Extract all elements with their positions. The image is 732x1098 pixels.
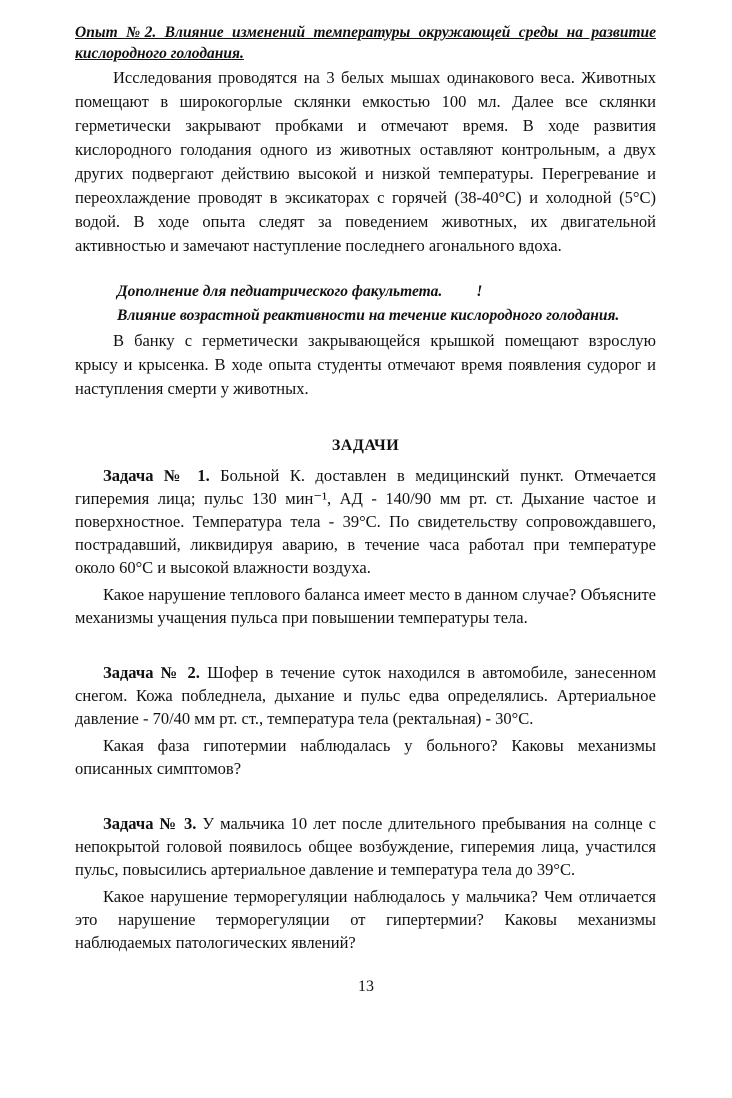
task-3-body: У мальчика 10 лет после длительного пребывания на солнце с непокрытой головой появилось общее возбуждение, гиперемия лица, участился пульс, повысились артериальное давление и температура тела до 39°С. (75, 814, 656, 879)
supplement-heading-text: Дополнение для педиатрического факультета. (117, 283, 443, 300)
task-1-question: Какое нарушение теплового баланса имеет место в данном случае? Объясните механизмы учащения пульса при повышении температуры тела. (75, 585, 656, 627)
task-1-label: Задача № 1. (103, 466, 210, 485)
experiment-body: Исследования проводятся на 3 белых мышах одинакового веса. Животных помещают в широкогорлые склянки емкостью 100 мл. Далее все склянки герметически закрывают пробками и отмечают время. В ходе развития кислородного голодания одного из животных оставляют контрольным, а двух других подвергают действию высокой и низкой температуры. Перегревание и переохлаждение проводят в эксикаторах с горячей (38-40°С) и холодной (5°С) водой. В ходе опыта следят за поведением животных, их двигательной активностью и замечают наступление последнего агонального вдоха. (75, 68, 656, 255)
experiment-title: Опыт №2. Влияние изменений температуры окружающей среды на развитие кислородного голодания. (75, 24, 656, 62)
task-3-text (75, 812, 656, 881)
task-2 (75, 661, 656, 780)
supplement-subheading: Влияние возрастной реактивности на течение кислородного голодания. (117, 307, 620, 324)
tasks-title: ЗАДАЧИ (331, 437, 400, 454)
supplement-body: В банку с герметически закрывающейся крышкой помещают взрослую крысу и крысенка. В ходе опыта студенты отмечают время появления судорог и наступления смерти у животных. (75, 331, 656, 398)
task-3-label: Задача № 3. (103, 814, 197, 833)
task-3-question: Какое нарушение терморегуляции наблюдалось у мальчика? Чем отличается это нарушение терморегуляции от гипертермии? Каковы механизмы наблюдаемых патологических явлений? (75, 887, 656, 952)
task-1 (75, 464, 656, 629)
margin-mark: ! (476, 283, 483, 300)
task-2-body: Шофер в течение суток находился в автомобиле, занесенном снегом. Кожа побледнела, дыхание и пульс едва определялись. Артериальное давление - 70/40 мм рт. ст., температура тела (ректальная) - 30°С. (75, 663, 657, 728)
task-1-text (75, 464, 656, 579)
task-3 (75, 812, 656, 954)
task-2-question: Какая фаза гипотермии наблюдалась у больного? Каковы механизмы описанных симптомов? (75, 736, 656, 778)
page-number: 13 (358, 978, 374, 995)
task-1-body: Больной К. доставлен в медицинский пункт. Отмечается гиперемия лица; пульс 130 мин⁻¹, АД - 140/90 мм рт. ст. Дыхание частое и поверхностное. Температура тела - 39°С. По свидетельству сопровождавшего, пострадавший, ликвидируя аварию, в течение часа работал при температуре около 60°С и высокой влажности воздуха. (75, 466, 656, 577)
task-2-label: Задача № 2. (103, 663, 200, 682)
task-2-text (75, 661, 656, 730)
supplement-heading (75, 280, 656, 304)
